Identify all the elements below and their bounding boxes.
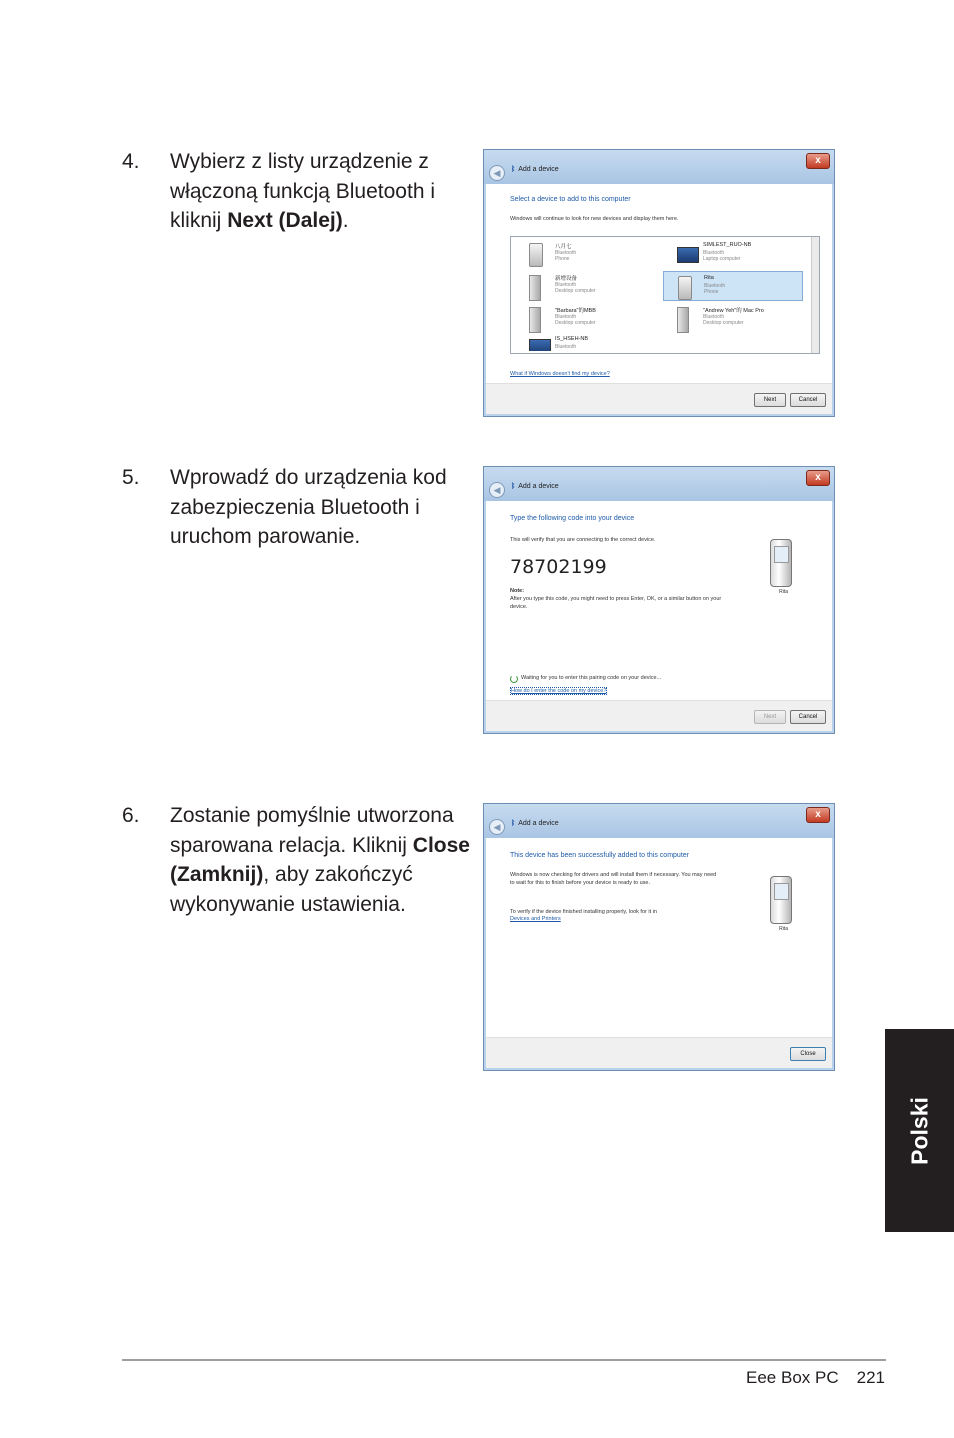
device-item[interactable] <box>663 239 803 269</box>
back-arrow-icon[interactable]: ◀ <box>489 482 505 498</box>
device-name: IS_HSEH-NB <box>555 336 589 342</box>
device-item[interactable] <box>515 303 655 333</box>
close-icon[interactable]: x <box>806 470 830 486</box>
step-text-part: , aby zakończyć wykonywanie ustawienia. <box>170 863 413 916</box>
waiting-spinner-icon <box>510 675 518 683</box>
device-category: Desktop computer <box>555 288 596 294</box>
dialog-title <box>511 820 559 827</box>
verify-text: To verify if the device finished installing properly, look for it in <box>510 909 657 915</box>
dialog-footer <box>486 700 832 731</box>
step-number: 4. <box>122 150 140 173</box>
device-name: Rita <box>704 275 714 281</box>
dialog-title <box>511 166 559 173</box>
dialog-subtext: This will verify that you are connecting to the correct device. <box>510 537 656 543</box>
device-name: "Andrew Yeh"的 Mac Pro <box>703 308 764 314</box>
laptop-icon <box>529 339 551 351</box>
add-device-dialog-success <box>483 803 835 1071</box>
device-type: Bluetooth <box>555 250 577 256</box>
back-arrow-icon[interactable]: ◀ <box>489 165 505 181</box>
device-category: Desktop computer <box>703 320 744 326</box>
device-type: Bluetooth <box>555 282 577 288</box>
step-text: Wprowadź do urządzenia kod zabezpieczenia Bluetooth i uruchom parowanie. <box>170 466 447 548</box>
next-button[interactable]: Next <box>754 393 786 407</box>
step-text <box>170 147 472 236</box>
device-list[interactable] <box>510 236 820 354</box>
bluetooth-icon: ᛒ <box>511 820 516 827</box>
dialog-heading: Select a device to add to this computer <box>510 196 631 203</box>
bluetooth-icon: ᛒ <box>511 166 516 173</box>
dialog-titlebar <box>484 150 834 184</box>
page-footer <box>746 1368 885 1388</box>
step-bold-text: Next (Dalej) <box>227 209 343 232</box>
bluetooth-icon: ᛒ <box>511 483 516 490</box>
step-text-part: Wybierz z listy urządzenie z włączoną funkcją Bluetooth i kliknij <box>170 150 435 232</box>
language-side-tab <box>885 1029 954 1232</box>
dialog-heading: This device has been successfully added to this computer <box>510 852 689 859</box>
dialog-footer <box>486 1037 832 1068</box>
step-text-part: Zostanie pomyślnie utworzona sparowana relacja. Kliknij <box>170 804 454 857</box>
device-label: Rita <box>779 589 788 595</box>
add-device-dialog-code <box>483 466 835 734</box>
dialog-heading: Type the following code into your device <box>510 515 635 522</box>
device-item-selected[interactable] <box>663 271 803 301</box>
cancel-button[interactable]: Cancel <box>790 393 826 407</box>
add-device-dialog-select <box>483 149 835 417</box>
devices-and-printers-link[interactable]: Devices and Printers <box>510 916 561 922</box>
device-type: Bluetooth <box>703 314 725 320</box>
desktop-icon <box>677 307 689 333</box>
pairing-code: 78702199 <box>510 556 607 578</box>
step-number: 5. <box>122 466 140 489</box>
device-category: Phone <box>704 289 719 295</box>
device-label: Rita <box>779 926 788 932</box>
device-name: 八月七 <box>555 244 572 250</box>
device-type: Bluetooth <box>704 283 726 289</box>
step-bold-text: Close (Zamknij) <box>170 833 470 886</box>
dialog-body <box>486 501 832 701</box>
dialog-body <box>486 838 832 1038</box>
cancel-button[interactable]: Cancel <box>790 710 826 724</box>
back-arrow-icon[interactable]: ◀ <box>489 819 505 835</box>
product-name: Eee Box PC <box>746 1368 839 1387</box>
dialog-body <box>486 184 832 384</box>
page-number: 221 <box>856 1368 885 1387</box>
device-name: 新增设备 <box>555 276 578 282</box>
phone-icon <box>770 539 792 587</box>
waiting-text: Waiting for you to enter this pairing code on your device... <box>521 675 662 681</box>
note-label: Note: <box>510 588 525 594</box>
device-item[interactable] <box>663 303 803 333</box>
phone-icon <box>770 876 792 924</box>
dialog-title-text: Add a device <box>518 166 559 173</box>
device-name: SIMLEST_RUO-NB <box>703 242 752 248</box>
close-icon[interactable]: x <box>806 153 830 169</box>
device-name: "Barbara"的MBB <box>555 308 596 314</box>
dialog-title <box>511 483 559 490</box>
desktop-icon <box>529 275 541 301</box>
dialog-subtext: Windows will continue to look for new devices and display them here. <box>510 216 679 222</box>
device-item[interactable] <box>515 271 655 301</box>
phone-icon <box>529 243 543 267</box>
phone-icon <box>678 276 692 300</box>
next-button[interactable]: Next <box>754 710 786 724</box>
status-text: Windows is now checking for drivers and will install them if necessary. You may need to wait for this to finish before your device is ready to use. <box>510 872 717 886</box>
dialog-titlebar <box>484 804 834 838</box>
dialog-titlebar <box>484 467 834 501</box>
desktop-icon <box>529 307 541 333</box>
device-list-scrollbar[interactable] <box>811 237 819 353</box>
device-type: Bluetooth <box>703 250 725 256</box>
dialog-title-text: Add a device <box>518 820 559 827</box>
device-category: Laptop computer <box>703 256 741 262</box>
device-type: Bluetooth <box>555 314 577 320</box>
note-text: After you type this code, you might need to press Enter, OK, or a similar button on your device. <box>510 596 722 610</box>
footer-divider <box>122 1359 886 1361</box>
step-text <box>170 801 472 919</box>
dialog-footer <box>486 383 832 414</box>
close-icon[interactable]: x <box>806 807 830 823</box>
device-category: Desktop computer <box>555 320 596 326</box>
step-text-part: . <box>342 209 349 232</box>
side-tab-label: Polski <box>906 1096 932 1165</box>
close-button[interactable]: Close <box>790 1047 826 1061</box>
step-number: 6. <box>122 804 140 827</box>
dialog-title-text: Add a device <box>518 483 559 490</box>
device-category: Phone <box>555 256 570 262</box>
device-item[interactable] <box>515 239 655 269</box>
device-type: Bluetooth <box>555 344 577 350</box>
help-link[interactable]: How do I enter the code on my device? <box>511 688 607 694</box>
help-link[interactable]: What if Windows doesn't find my device? <box>510 371 610 377</box>
laptop-icon <box>677 247 699 263</box>
device-item[interactable] <box>515 333 655 351</box>
